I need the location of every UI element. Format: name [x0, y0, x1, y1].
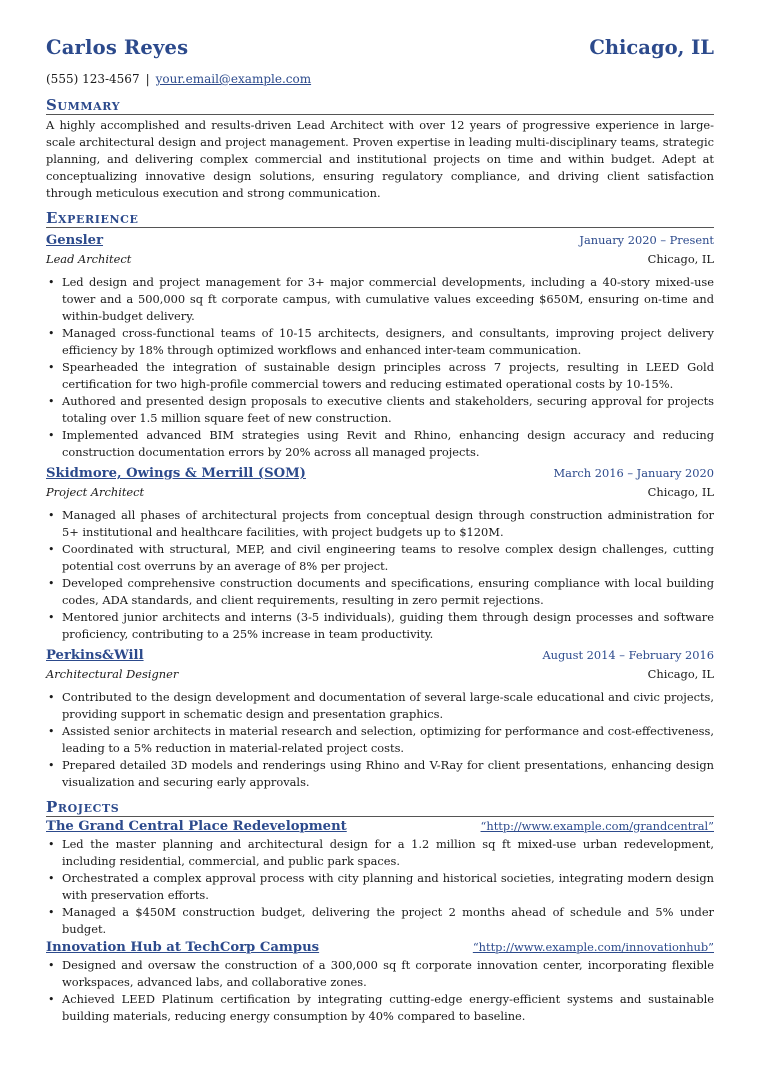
project-name[interactable]: Innovation Hub at TechCorp Campus — [46, 940, 320, 955]
job-entry — [46, 464, 714, 643]
job-entry — [46, 231, 714, 461]
bullet-item: • Assisted senior architects in material research and selection, optimizing for performance and cost-effectiveness, leading to a 5% reduction in material-related project costs. — [62, 723, 714, 757]
bullet-item: • Led design and project management for 3+ major commercial developments, including a 40-story mixed-use tower and a 500,000 sq ft corporate campus, with cumulative values exceeding $650M, ensuring on-time and within-budget delivery. — [62, 274, 714, 325]
company-name[interactable]: Perkins&Will — [46, 648, 144, 663]
bullet-item: • Implemented advanced BIM strategies using Revit and Rhino, enhancing design accuracy and reducing construction documentation errors by 20% across all managed projects. — [62, 427, 714, 461]
job-title: Architectural Designer — [46, 667, 179, 681]
project-name[interactable]: The Grand Central Place Redevelopment — [46, 819, 347, 834]
bullet-item: • Managed cross-functional teams of 10-15 architects, designers, and consultants, improving project delivery efficiency by 18% through optimized workflows and enhanced inter-team communication. — [62, 325, 714, 359]
bullet-item: • Achieved LEED Platinum certification by integrating cutting-edge energy-efficient systems and sustainable building materials, reducing energy consumption by 40% compared to baseline. — [62, 991, 714, 1025]
project-bullets — [46, 957, 714, 1025]
job-location: Chicago, IL — [647, 252, 714, 266]
bullet-item: • Managed a $450M construction budget, delivering the project 2 months ahead of schedule and 5% under budget. — [62, 904, 714, 938]
bullet-item: • Prepared detailed 3D models and renderings using Rhino and V-Ray for client presentations, enhancing design visualization and securing early approvals. — [62, 757, 714, 791]
resume-header — [46, 36, 714, 70]
contact-line — [46, 70, 714, 88]
project-entry — [46, 817, 714, 938]
summary-section — [46, 96, 714, 202]
job-entry — [46, 646, 714, 791]
phone-number: (555) 123-4567 — [46, 72, 140, 86]
email-link[interactable]: your.email@example.com — [155, 72, 312, 86]
bullet-item: • Orchestrated a complex approval process with city planning and historical societies, integrating modern design with preservation efforts. — [62, 870, 714, 904]
job-dates: August 2014 – February 2016 — [542, 648, 714, 662]
bullet-item: • Spearheaded the integration of sustainable design principles across 7 projects, resulting in LEED Gold certification for two high-profile commercial towers and reducing estimated operational costs by 10-15%. — [62, 359, 714, 393]
project-bullets — [46, 836, 714, 938]
bullet-item: • Coordinated with structural, MEP, and civil engineering teams to resolve complex design challenges, cutting potential cost overruns by an average of 8% per project. — [62, 541, 714, 575]
experience-section — [46, 209, 714, 791]
project-link[interactable]: “http://www.example.com/innovationhub” — [472, 940, 714, 954]
bullet-item: • Managed all phases of architectural projects from conceptual design through construction administration for 5+ institutional and healthcare facilities, with project budgets up to $120M. — [62, 507, 714, 541]
job-bullets — [46, 507, 714, 643]
project-entry — [46, 938, 714, 1025]
bullet-item: • Contributed to the design development and documentation of several large-scale educational and civic projects, providing support in schematic design and presentation graphics. — [62, 689, 714, 723]
job-title: Project Architect — [46, 485, 145, 499]
job-dates: January 2020 – Present — [579, 233, 714, 247]
job-location: Chicago, IL — [647, 667, 714, 681]
project-link[interactable]: “http://www.example.com/grandcentral” — [480, 819, 714, 833]
job-dates: March 2016 – January 2020 — [553, 466, 714, 480]
projects-section — [46, 798, 714, 1025]
job-bullets — [46, 689, 714, 791]
bullet-item: • Led the master planning and architectural design for a 1.2 million sq ft mixed-use urban redevelopment, including residential, commercial, and public park spaces. — [62, 836, 714, 870]
bullet-item: • Developed comprehensive construction documents and specifications, ensuring compliance with local building codes, ADA standards, and client requirements, resulting in zero permit rejections. — [62, 575, 714, 609]
experience-heading: Experience — [46, 209, 714, 228]
job-bullets — [46, 274, 714, 461]
projects-heading: Projects — [46, 798, 714, 817]
candidate-location: Chicago, IL — [589, 36, 714, 59]
job-title: Lead Architect — [46, 252, 132, 266]
bullet-item: • Designed and oversaw the construction of a 300,000 sq ft corporate innovation center, incorporating flexible workspaces, advanced labs, and collaborative zones. — [62, 957, 714, 991]
bullet-item: • Authored and presented design proposals to executive clients and stakeholders, securing approval for projects totaling over 1.5 million square feet of new construction. — [62, 393, 714, 427]
candidate-name: Carlos Reyes — [46, 36, 189, 59]
job-location: Chicago, IL — [647, 485, 714, 499]
company-name[interactable]: Skidmore, Owings & Merrill (SOM) — [46, 466, 306, 481]
company-name[interactable]: Gensler — [46, 233, 104, 248]
summary-text: A highly accomplished and results-driven Lead Architect with over 12 years of progressive experience in large-scale architectural design and project management. Proven expertise in leading multi-disciplinary teams, strategic planning, and delivering complex commercial and institutional projects on time and within budget. Adept at conceptualizing innovative design solutions, ensuring regulatory compliance, and driving client satisfaction through meticulous execution and strong communication. — [46, 118, 714, 200]
contact-separator: | — [145, 72, 150, 86]
bullet-item: • Mentored junior architects and interns (3-5 individuals), guiding them through design processes and software proficiency, contributing to a 25% increase in team productivity. — [62, 609, 714, 643]
summary-heading: Summary — [46, 96, 714, 115]
